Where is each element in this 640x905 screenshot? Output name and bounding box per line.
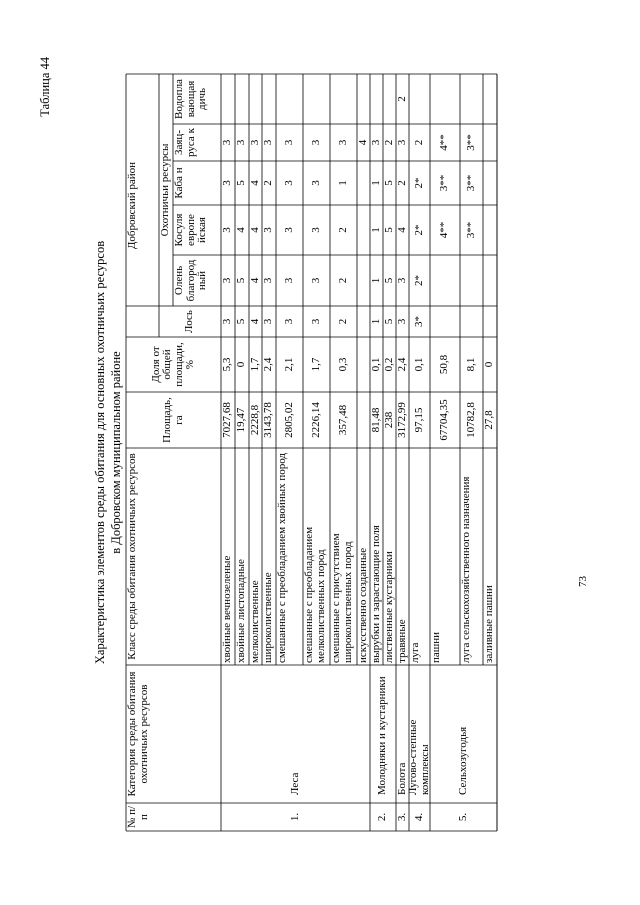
row-area: 19,47 xyxy=(235,407,248,433)
group-number: 4. xyxy=(412,812,425,822)
header-class: Класс среды обитания охотничьих ресурсов xyxy=(126,453,138,660)
row-value-moose: 4 xyxy=(248,318,261,325)
row-value-fowl xyxy=(221,74,235,124)
header-share: Доля от общей площади, % xyxy=(149,342,196,387)
row-value-fowl xyxy=(235,74,249,124)
header-species-1: Олень благород ный xyxy=(173,259,208,302)
row-value-hare: 3 xyxy=(262,139,275,146)
row-value-moose: 1 xyxy=(369,318,382,325)
row-share xyxy=(357,337,370,392)
row-value-roe: 3 xyxy=(262,227,275,233)
row-area: 2228,8 xyxy=(248,404,261,436)
row-value-roe: 3 xyxy=(282,227,295,233)
row-share: 2,4 xyxy=(262,357,275,372)
row-area: 238 xyxy=(382,411,395,429)
row-value-fowl xyxy=(303,74,330,124)
row-share: 8,1 xyxy=(464,357,477,372)
row-value-fowl xyxy=(249,74,262,124)
row-area: 27,8 xyxy=(483,410,496,430)
row-value-boar xyxy=(483,161,497,205)
row-value-hare: 3 xyxy=(221,139,234,146)
row-class: травяные xyxy=(396,619,408,663)
group-number: 1. xyxy=(288,812,301,822)
row-share: 2,4 xyxy=(395,357,408,372)
row-value-deer xyxy=(430,255,460,306)
header-species-moose: Лось xyxy=(183,310,196,333)
row-value-deer: 3 xyxy=(309,277,322,284)
row-value-moose xyxy=(460,306,483,337)
row-value-moose: 3 xyxy=(221,318,234,325)
row-value-roe: 4** xyxy=(438,221,451,239)
group-category: Сельхозугодья xyxy=(456,726,469,795)
row-value-hare xyxy=(483,124,497,161)
row-value-roe: 3 xyxy=(309,227,322,233)
row-value-boar: 5 xyxy=(382,180,395,186)
row-share: 0,1 xyxy=(369,357,382,372)
row-class: смешанные с преобладанием мелколиственных пород xyxy=(303,526,327,663)
row-value-fowl: 2 xyxy=(395,96,408,102)
row-share: 2,1 xyxy=(282,357,295,372)
row-share: 0,2 xyxy=(382,357,395,372)
group-number: 5. xyxy=(456,812,469,822)
row-value-fowl xyxy=(357,74,370,124)
row-value-deer xyxy=(460,255,483,306)
row-value-boar: 1 xyxy=(336,180,349,186)
row-value-deer: 3 xyxy=(282,277,295,284)
row-share: 0 xyxy=(235,361,248,368)
row-share: 0,1 xyxy=(412,357,425,372)
group-category: Болота xyxy=(395,762,408,795)
row-value-hare: 3** xyxy=(464,134,477,151)
header-category: Категория среды обитания охотничьих ресурсов xyxy=(126,671,150,797)
row-value-boar: 4 xyxy=(248,180,261,186)
row-value-deer: 1 xyxy=(369,277,382,284)
page-number: 73 xyxy=(577,576,589,587)
row-share: 0,3 xyxy=(336,357,349,372)
row-area: 97,15 xyxy=(412,407,425,433)
row-value-roe: 5 xyxy=(382,227,395,233)
row-share: 50,8 xyxy=(438,354,451,375)
row-value-deer: 5 xyxy=(235,277,248,284)
row-value-hare: 3 xyxy=(336,139,349,146)
row-value-hare: 4** xyxy=(438,134,451,151)
row-value-hare: 3 xyxy=(395,139,408,146)
row-value-boar: 3 xyxy=(221,180,234,186)
row-area xyxy=(357,392,370,448)
row-class: смешанные с присутствием широколиственных пород xyxy=(330,533,354,663)
row-value-moose xyxy=(483,306,497,337)
row-area: 3172,99 xyxy=(395,402,408,438)
row-class: хвойные вечнозеленые xyxy=(221,555,233,663)
row-class: смешанные с преобладанием хвойных пород xyxy=(276,452,288,663)
row-value-fowl xyxy=(430,74,460,124)
group-category: Лугово-степные комплексы xyxy=(407,719,431,795)
row-value-moose xyxy=(357,306,370,337)
row-class: хвойные листопадные xyxy=(235,559,247,663)
row-value-hare: 2 xyxy=(382,139,395,146)
row-value-roe: 2 xyxy=(336,227,349,233)
row-area: 81,48 xyxy=(369,407,382,433)
document-subtitle: в Добровском муниципальном районе xyxy=(109,351,123,554)
row-value-moose: 5 xyxy=(235,318,248,325)
row-value-fowl xyxy=(483,74,497,124)
row-value-deer xyxy=(357,255,370,306)
row-value-roe: 4 xyxy=(248,227,261,233)
row-value-roe: 3** xyxy=(464,221,477,239)
row-area: 10782,8 xyxy=(464,402,477,438)
row-value-deer: 3 xyxy=(262,277,275,284)
row-class: вырубки и зарастающие поля xyxy=(370,525,382,663)
row-value-boar xyxy=(357,161,370,205)
row-class: заливные пашни xyxy=(483,585,495,663)
row-share: 1,7 xyxy=(309,357,322,372)
row-class: искусственно созданные xyxy=(357,547,369,663)
row-share: 1,7 xyxy=(248,357,261,372)
row-share: 5,3 xyxy=(221,357,234,372)
row-value-deer: 3 xyxy=(221,277,234,284)
row-value-hare: 3 xyxy=(235,139,248,146)
row-value-moose xyxy=(430,306,460,337)
row-value-hare: 3 xyxy=(309,139,322,146)
header-species-2: Косуля европе йская xyxy=(173,213,208,247)
row-value-boar: 1 xyxy=(369,180,382,186)
row-value-deer: 2 xyxy=(336,277,349,284)
row-value-deer: 2* xyxy=(412,275,425,286)
row-value-moose: 3 xyxy=(395,318,408,325)
row-value-fowl xyxy=(460,74,483,124)
row-value-moose: 3* xyxy=(412,316,425,327)
table-number: Таблица 44 xyxy=(38,57,52,117)
header-species-4: Заяц- руса к xyxy=(173,128,197,157)
row-value-hare: 3 xyxy=(369,139,382,146)
row-value-roe xyxy=(483,205,497,255)
group-number: 3. xyxy=(395,812,408,822)
row-value-moose: 3 xyxy=(262,318,275,325)
row-value-deer: 3 xyxy=(395,277,408,284)
row-value-roe: 2* xyxy=(412,224,425,236)
row-value-roe: 4 xyxy=(395,227,408,233)
header-species-3: Каба н xyxy=(173,167,185,199)
row-class: луга xyxy=(409,642,421,663)
row-value-boar: 2* xyxy=(412,177,425,189)
row-value-hare: 3 xyxy=(248,139,261,146)
row-value-boar: 3 xyxy=(309,180,322,186)
header-district: Добровский район xyxy=(126,161,138,250)
row-value-boar: 5 xyxy=(235,180,248,186)
row-area: 3143,78 xyxy=(262,402,275,438)
group-number: 2. xyxy=(376,812,389,822)
row-share: 0 xyxy=(483,361,496,368)
row-value-hare: 4 xyxy=(356,139,369,146)
row-area: 7027,68 xyxy=(221,402,234,438)
row-class: широколиственные xyxy=(262,572,274,663)
row-area: 2226,14 xyxy=(309,402,322,438)
row-value-hare: 3 xyxy=(282,139,295,146)
row-value-roe: 3 xyxy=(221,227,234,233)
row-value-moose: 5 xyxy=(382,318,395,325)
row-area: 2805,02 xyxy=(282,402,295,438)
row-value-boar: 2 xyxy=(395,180,408,186)
group-category: Молодняки и кустарники xyxy=(376,676,389,795)
row-value-moose: 2 xyxy=(336,318,349,325)
row-area: 67704,35 xyxy=(438,399,451,441)
header-resources: Охотничьи ресурсы xyxy=(159,143,171,237)
row-value-boar: 3** xyxy=(464,174,477,192)
row-value-fowl xyxy=(409,74,430,124)
document-title: Характеристика элементов среды обитания для основных охотничьих ресурсов xyxy=(93,240,107,665)
row-value-boar: 3** xyxy=(438,174,451,192)
header-species-5: Водопла вающая дичь xyxy=(173,79,208,119)
row-value-roe: 1 xyxy=(369,227,382,233)
header-area: Площадь, га xyxy=(161,397,185,443)
row-value-roe xyxy=(357,205,370,255)
header-number: № п/п xyxy=(126,805,150,829)
row-value-boar: 3 xyxy=(282,180,295,186)
row-area: 357,48 xyxy=(336,404,349,436)
row-class: мелколиственные xyxy=(249,580,261,663)
group-category: Леса xyxy=(288,772,301,795)
row-value-fowl xyxy=(330,74,357,124)
row-class: лиственные кустарники xyxy=(383,551,395,663)
row-value-fowl xyxy=(383,74,396,124)
row-value-deer: 5 xyxy=(382,277,395,284)
row-value-fowl xyxy=(370,74,383,124)
row-class: луга сельскохозяйственного назначения xyxy=(460,476,472,663)
row-value-hare: 2 xyxy=(412,139,425,146)
row-value-fowl xyxy=(276,74,303,124)
row-class: пашни xyxy=(430,631,442,663)
row-value-moose: 3 xyxy=(309,318,322,325)
row-value-deer xyxy=(483,255,497,306)
row-value-fowl xyxy=(262,74,276,124)
row-value-roe: 4 xyxy=(235,227,248,233)
row-value-moose: 3 xyxy=(282,318,295,325)
row-value-boar: 2 xyxy=(262,180,275,186)
row-value-deer: 4 xyxy=(248,277,261,284)
